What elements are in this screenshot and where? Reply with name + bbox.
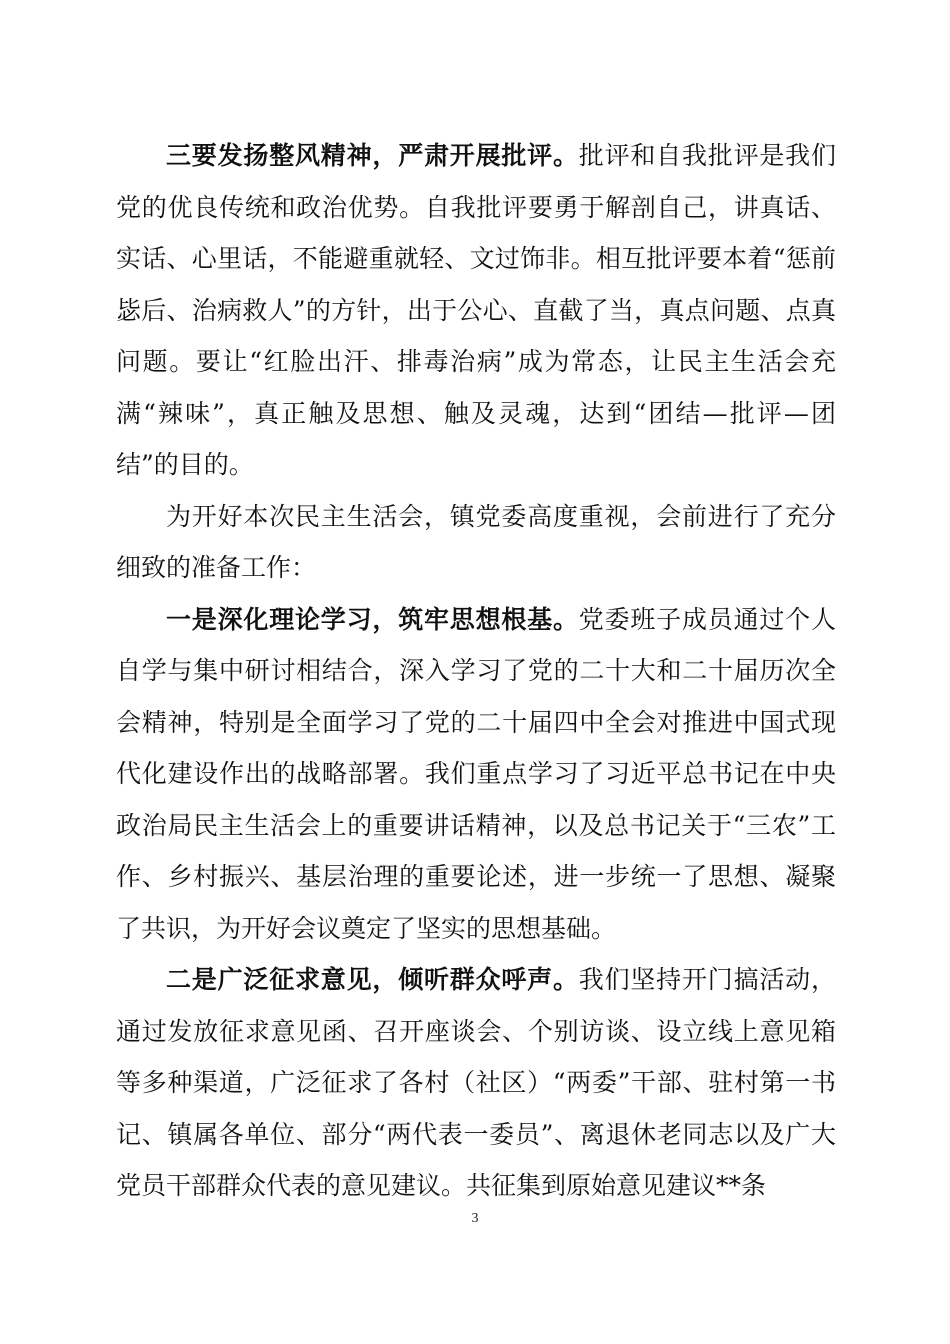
paragraph-lead-heading: 二是广泛征求意见，倾听群众呼声。 — [166, 965, 579, 994]
page-number: 3 — [471, 1211, 479, 1226]
paragraph-lead-heading: 三要发扬整风精神，严肃开展批评。 — [166, 141, 579, 170]
paragraph-third-requirement — [116, 130, 836, 491]
paragraph-body-text: 批评和自我批评是我们党的优良传统和政治优势。自我批评要勇于解剖自己，讲真话、实话、心里话，不能避重就轻、文过饰非。相互批评要本着“惩前毖后、治病救人”的方针，出于公心、直截了当，真点问题、点真问题。要让“红脸出汗、排毒治病”成为常态，让民主生活会充满“辣味”，真正触及思想、触及灵魂，达到“团结—批评—团结”的目的。 — [116, 141, 836, 479]
paragraph-solicit-opinions — [116, 954, 836, 1212]
document-body — [116, 130, 836, 1212]
paragraph-theory-study — [116, 594, 836, 955]
paragraph-lead-heading: 一是深化理论学习，筑牢思想根基。 — [166, 604, 579, 634]
paragraph-body-text: 我们坚持开门搞活动，通过发放征求意见函、召开座谈会、个别访谈、设立线上意见箱等多种渠道，广泛征求了各村（社区）“两委”干部、驻村第一书记、镇属各单位、部分“两代表一委员”、离退休老同志以及广大党员干部群众代表的意见建议。共征集到原始意见建议**条 — [116, 965, 836, 1200]
paragraph-body-text: 为开好本次民主生活会，镇党委高度重视，会前进行了充分细致的准备工作： — [116, 501, 836, 582]
paragraph-body-text: 党委班子成员通过个人自学与集中研讨相结合，深入学习了党的二十大和二十届历次全会精神，特别是全面学习了党的二十届四中全会对推进中国式现代化建设作出的战略部署。我们重点学习了习近平总书记在中央政治局民主生活会上的重要讲话精神，以及总书记关于“三农”工作、乡村振兴、基层治理的重要论述，进一步统一了思想、凝聚了共识，为开好会议奠定了坚实的思想基础。 — [116, 604, 836, 943]
paragraph-preparation-intro — [116, 491, 836, 594]
